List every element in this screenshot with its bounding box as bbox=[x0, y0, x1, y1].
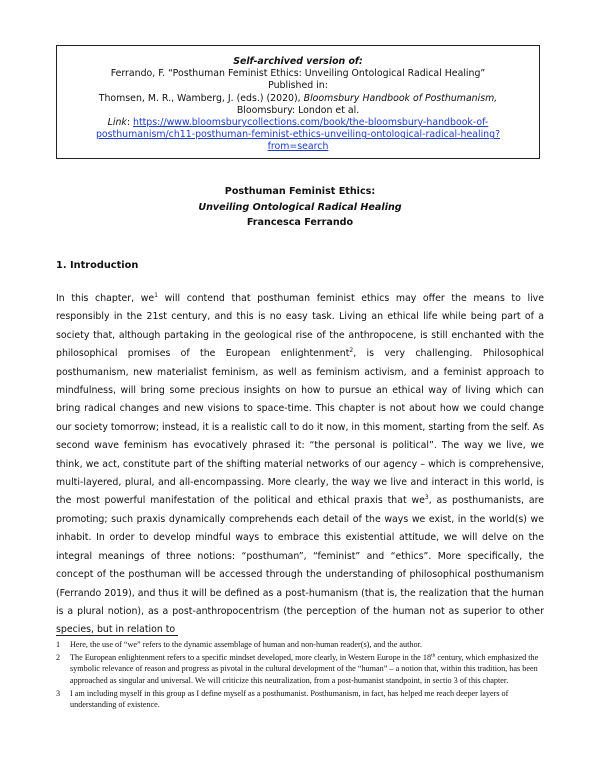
footnote-3 bbox=[56, 688, 544, 710]
footnote-text: I am including myself in this group as I define myself as a posthumanist. Posthumanism, in fact, has helped me reach deeper layers of understanding of existence. bbox=[70, 688, 509, 710]
footnote-text: Here, the use of “we” refers to the dynamic assemblage of human and non-human reader(s), and the author. bbox=[70, 640, 422, 649]
footnote-text bbox=[70, 652, 544, 686]
footnote-ref-2[interactable]: 2 bbox=[349, 347, 354, 355]
footnote-ref-1[interactable]: 1 bbox=[154, 291, 158, 299]
archive-citation: Ferrando, F. “Posthuman Feminist Ethics: Unveiling Ontological Radical Healing” bbox=[110, 68, 486, 80]
archive-link-line-2 bbox=[65, 129, 531, 141]
section-heading: 1. Introduction bbox=[56, 260, 139, 271]
footnote-number: 2 bbox=[56, 653, 61, 663]
body-text bbox=[56, 290, 544, 640]
footnote-text-part-b: century, which emphasized the symbolic relevance of reason and progress as pivotal in the cultural development of the “human” – a notion that, within this tradition, has been approached as singular and universal. We will criticize this neutralization, from a post-humanist standpoint, in sectio 3 of this chapter. bbox=[70, 653, 539, 685]
paper-subtitle: Unveiling Ontological Radical Healing bbox=[198, 201, 402, 213]
archive-link-line: Link: https://www.bloomsburycollections.com/book/the-bloomsbury-handbook-of- bbox=[107, 117, 489, 129]
footnotes bbox=[56, 639, 544, 712]
paper-title: Posthuman Feminist Ethics: bbox=[224, 186, 376, 197]
footnote-number: 1 bbox=[56, 640, 61, 649]
body-segment-1: In this chapter, we bbox=[56, 293, 155, 304]
body-segment-4: , as posthumanists, are promoting; such praxis dynamically comprehends each detail of the ways we exist, in the world(s) we inhabit. In order to develop mindful ways to embrace this existential attitude, we will delve on the integral meanings of three notions: “posthuman”, “feminist” and “ethics”. More specifically, the concept of the posthuman will be accessed through the understanding of philosophical posthumanism (Ferrando 2019), and thus it will be defined as a post-humanism (that is, the realization that the human is a plural notion), as a post-anthropocentrism (the perception of the human not as superior to other species, but in relation to bbox=[56, 495, 544, 636]
body-paragraph bbox=[56, 290, 544, 640]
self-archive-notice-box bbox=[56, 45, 540, 159]
footnote-number: 3 bbox=[56, 688, 61, 698]
archive-editors: Thomsen, M. R., Wamberg, J. (eds.) (2020), bbox=[98, 92, 301, 104]
archive-editors-line bbox=[65, 93, 531, 105]
body-segment-2: will contend that posthuman feminist ethics may offer the means to live responsibly in the 21st century, and this is no easy task. Living an ethical life while being part of a society that, although partaking in the geological rise of the anthropocene, is still enchanted with the philosophical promises of the European enlightenment bbox=[56, 293, 544, 360]
footnote-ref-3[interactable]: 3 bbox=[424, 494, 429, 502]
archive-link-part-1[interactable]: https://www.bloomsburycollections.com/book/the-bloomsbury-handbook-of- bbox=[133, 117, 489, 129]
archive-link-part-3[interactable]: from=search bbox=[267, 141, 329, 153]
paper-author: Francesca Ferrando bbox=[246, 217, 354, 229]
footnote-text-part-a: The European enlightenment refers to a specific mindset developed, more clearly, in Western Europe in the 18 bbox=[70, 653, 432, 663]
archive-publisher: Bloomsbury: London et al. bbox=[236, 104, 360, 116]
footnote-2 bbox=[56, 652, 544, 686]
archive-published-in: Published in: bbox=[268, 80, 328, 92]
footnote-1 bbox=[56, 639, 544, 650]
body-segment-3: , is very challenging. Philosophical posthumanism, new materialist feminism, as well as feminism activism, and a feminist approach to mindfulness, will bring some precious insights on how to pursue an ethical way of living which can bring radical changes and new visions to space-time. This chapter is not about how we could change our society tomorrow; instead, it is a realistic call to do it now, in this moment, starting from the self. As second wave feminism has evocatively phrased it: “the personal is political”. The way we live, we think, we act, constitute part of the shifting material networks of our agency – which is comprehensive, multi-layered, plural, and all-encompassing. More clearly, the way we live and interact in this world, is the most powerful manifestation of the political and ethical praxis that we bbox=[56, 348, 544, 507]
archive-book-title: Bloomsbury Handbook of Posthumanism, bbox=[303, 92, 498, 104]
footnote-superscript: th bbox=[431, 652, 436, 659]
footnote-divider bbox=[56, 635, 178, 636]
archive-link-line-3 bbox=[65, 141, 531, 153]
archive-link-part-2[interactable]: posthumanism/ch11-posthuman-feminist-ethics-unveiling-ontological-radical-healing? bbox=[95, 129, 501, 141]
archive-link-label: Link bbox=[107, 117, 127, 129]
title-block bbox=[0, 184, 600, 231]
archive-header: Self-archived version of: bbox=[233, 56, 363, 67]
